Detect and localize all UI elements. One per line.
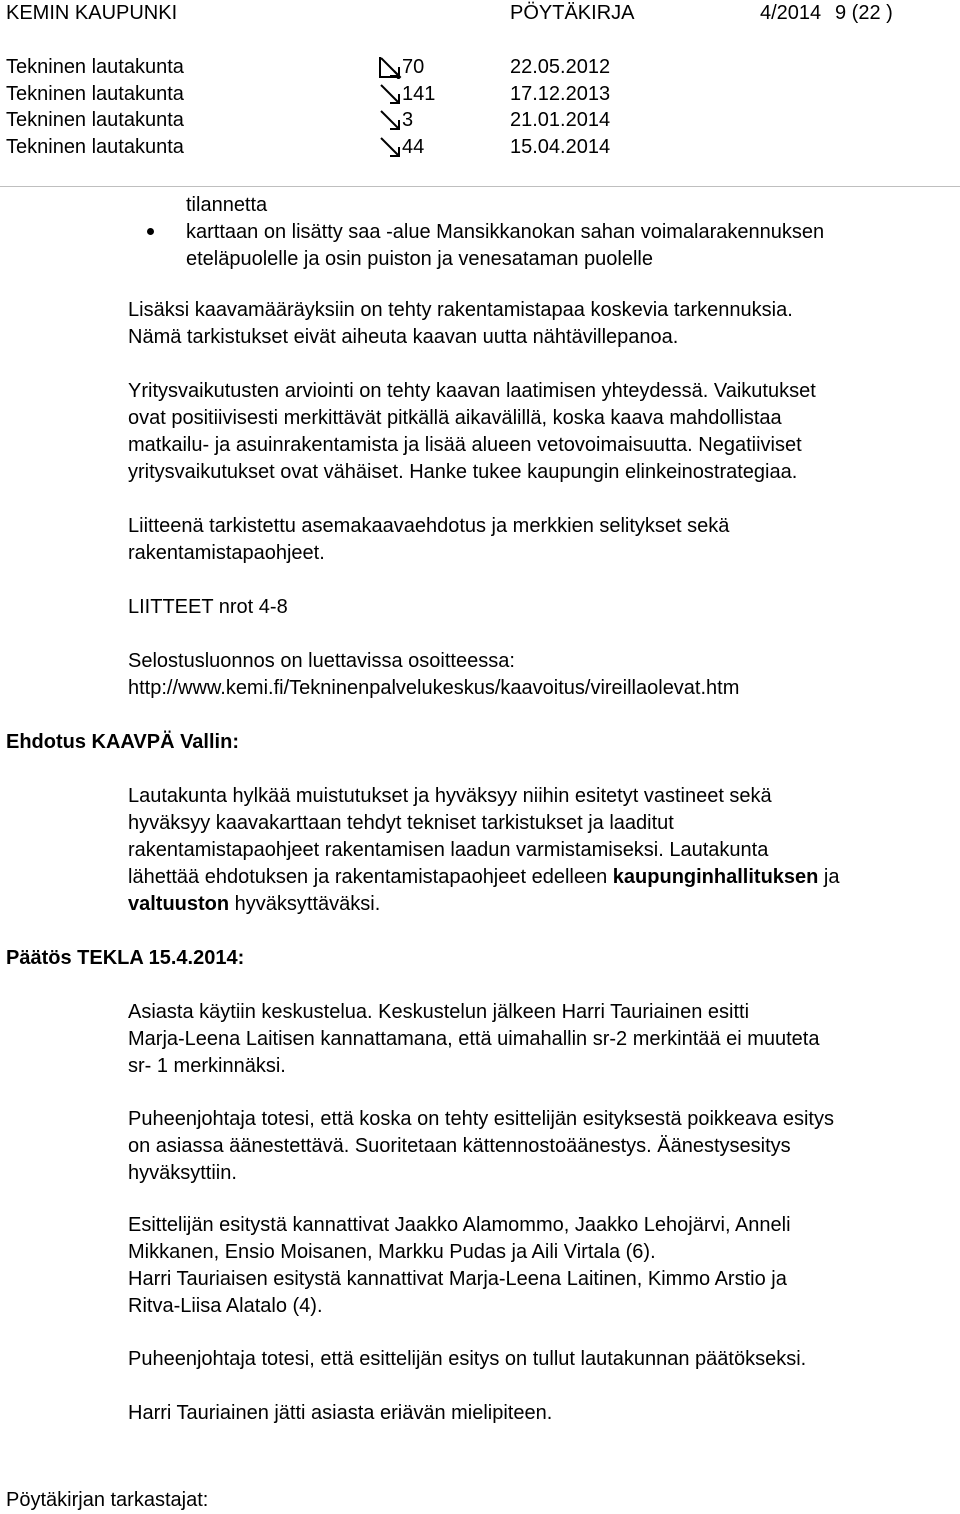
document-type: PÖYTÄKIRJA <box>510 2 635 24</box>
right-arrow-icon <box>378 82 402 106</box>
list-item-line: eteläpuolelle ja osin puiston ja venesataman puolelle <box>186 248 653 270</box>
decision-vote-results: Esittelijän esitystä kannattivat Jaakko Alamommo, Jaakko Lehojärvi, Anneli Mikkanen, Ensio Moisanen, Markku Pudas ja Aili Virtala (6). Harri Tauriaisen esitystä kannattivat Marja-Leena Laitinen, Kimmo Arstio ja Ritva-Liisa Alatalo (4). <box>128 1214 791 1317</box>
history-date: 15.04.2014 <box>510 136 611 158</box>
history-number: 70 <box>402 56 425 78</box>
document-number: 4/2014 <box>760 2 822 24</box>
history-body: Tekninen lautakunta <box>6 136 184 158</box>
decision-heading: Päätös TEKLA 15.4.2014: <box>6 947 245 969</box>
decision-vote-note: Puheenjohtaja totesi, että koska on tehty esittelijän esityksestä poikkeava esitys on asiassa äänestettävä. Suoritetaan kättennostoäänestys. Äänestysesitys hyväksyttiin. <box>128 1108 834 1184</box>
proposal-heading: Ehdotus KAAVPÄ Vallin: <box>6 731 239 753</box>
history-date: 22.05.2012 <box>510 56 611 78</box>
history-body: Tekninen lautakunta <box>6 109 184 131</box>
history-number: 3 <box>402 109 414 131</box>
decision-outcome: Puheenjohtaja totesi, että esittelijän esitys on tullut lautakunnan päätökseksi. <box>128 1348 807 1370</box>
history-date: 17.12.2013 <box>510 83 611 105</box>
attachments-label: LIITTEET nrot 4-8 <box>128 596 288 618</box>
history-number: 141 <box>402 83 436 105</box>
municipality-name: KEMIN KAUPUNKI <box>6 2 178 24</box>
city-council-term: valtuuston <box>128 893 230 915</box>
paragraph-amendments: Lisäksi kaavamääräyksiin on tehty rakentamistapaa koskevia tarkennuksia. Nämä tarkistukset eivät aiheuta kaavan uutta nähtävillepanoa. <box>128 299 793 348</box>
report-url-link[interactable]: http://www.kemi.fi/Tekninenpalvelukeskus/kaavoitus/vireillaolevat.htm <box>128 677 740 699</box>
minutes-reviewers-label: Pöytäkirjan tarkastajat: <box>6 1489 209 1511</box>
page-number: 9 (22 ) <box>835 2 893 24</box>
bullet-icon <box>147 228 154 235</box>
list-continuation: tilannetta <box>186 194 268 216</box>
right-arrow-icon <box>378 135 402 159</box>
report-label: Selostusluonnos on luettavissa osoitteessa: <box>128 650 515 672</box>
dissent-note: Harri Tauriainen jätti asiasta eriävän mielipiteen. <box>128 1402 553 1424</box>
list-item-line: karttaan on lisätty saa -alue Mansikkanokan sahan voimalarakennuksen <box>186 221 825 243</box>
paragraph-business-impact: Yritysvaikutusten arviointi on tehty kaavan laatimisen yhteydessä. Vaikutukset ovat positiivisesti merkittävät pitkällä aikavälillä, koska kaava mahdollistaa matkailu- ja asuinrakentamista ja lisää alueen vetovoimaisuutta. Negatiiviset yritysvaikutukset ovat vähäiset. Hanke tukee kaupungin elinkeinostrategiaa. <box>128 380 816 483</box>
city-board-term: kaupunginhallituksen <box>612 866 819 888</box>
history-date: 21.01.2014 <box>510 109 611 131</box>
history-body: Tekninen lautakunta <box>6 83 184 105</box>
history-number: 44 <box>402 136 425 158</box>
paragraph-attachment-note: Liitteenä tarkistettu asemakaavaehdotus ja merkkien selitykset sekä rakentamistapaohjeet. <box>128 515 730 564</box>
right-arrow-icon <box>378 55 402 79</box>
decision-discussion: Asiasta käytiin keskustelua. Keskustelun jälkeen Harri Tauriainen esitti Marja-Leena Laitisen kannattamana, että uimahallin sr-2 merkintää ei muuteta sr- 1 merkinnäksi. <box>128 1001 820 1077</box>
right-arrow-icon <box>378 108 402 132</box>
header-divider <box>0 186 960 187</box>
history-body: Tekninen lautakunta <box>6 56 184 78</box>
proposal-text: Lautakunta hylkää muistutukset ja hyväksyy niihin esitetyt vastineet sekä hyväksyy kaavakarttaan tehdyt tekniset tarkistukset ja laaditut rakentamistapaohjeet rakentamisen laadun varmistamiseksi. Lautakunta lähettää ehdotuksen ja rakentamistapaohjeet edelleen kaupunginhallituksen ja valtuuston hyväksyttäväksi. <box>128 785 840 915</box>
